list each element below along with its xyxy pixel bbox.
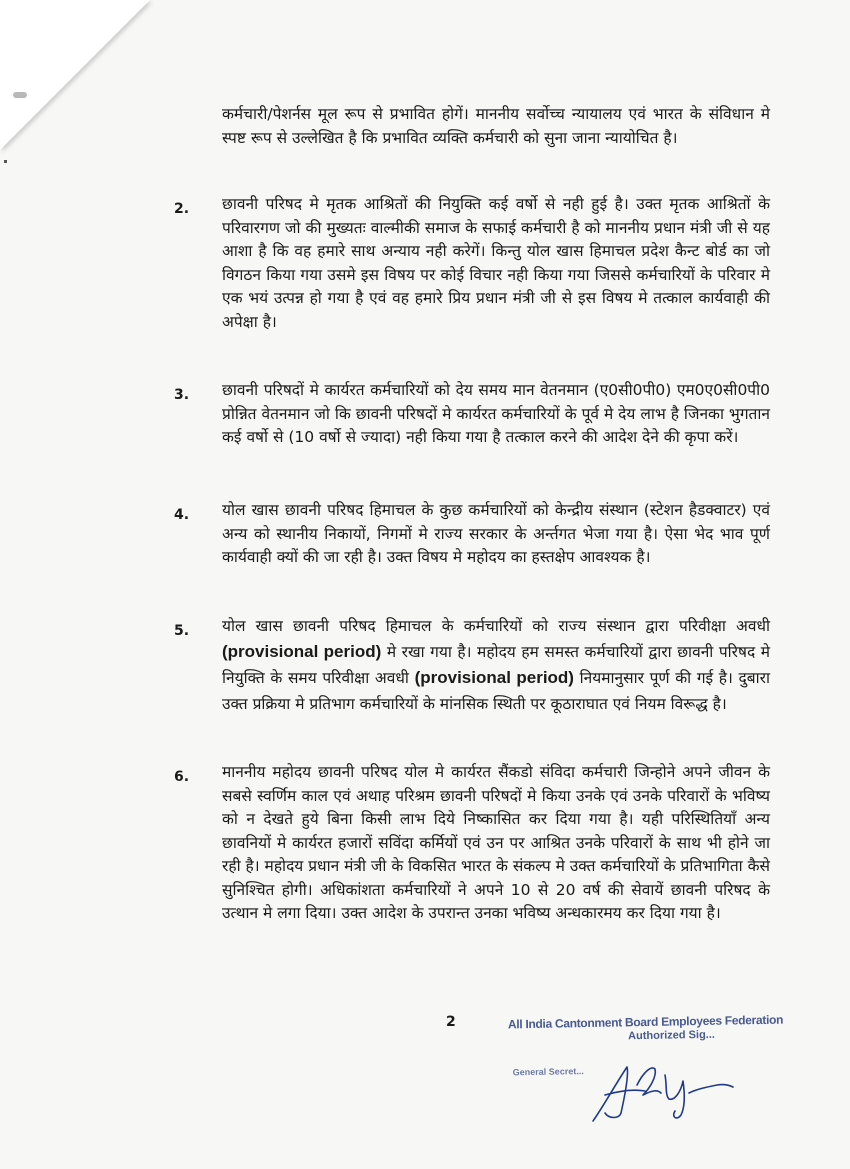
- item-4-paragraph: योल खास छावनी परिषद हिमाचल के कुछ कर्मचारियों को केन्द्रीय संस्थान (स्टेशन हैडक्वाटर) एवं अन्य को स्थानीय निकायों, निगमों मे राज्य सरकार के अर्न्तगत भेजा गया है। ऐसा भेद भाव पूर्ण कार्यवाही क्यों की जा रही है। उक्त विषय मे महोदय का हस्तक्षेप आवश्यक है।: [222, 501, 770, 566]
- item-5-paragraph: [222, 613, 770, 717]
- provisional-period-term: (provisional period): [222, 642, 382, 661]
- item-5-text-b: मे रखा गया है। महोदय हम समस्त कर्मचारियों द्वारा छावनी परिषद मे नियुक्ति के समय परिवीक्षा अवधी: [222, 643, 770, 687]
- item-number: 2.: [174, 201, 190, 217]
- item-3-paragraph: छावनी परिषदों मे कार्यरत कर्मचारियों को देय समय मान वेतनमान (ए0सी0पी0) एम0ए0सी0पी0 प्रोन्नित वेतनमान जो कि छावनी परिषदों मे कार्यरत कर्मचारियों के पूर्व मे देय लाभ है जिनका भुगतान कई वर्षो से (10 वर्षो से ज्यादा) नही किया गया है तत्काल करने की आदेश देने की कृपा करें।: [222, 381, 770, 446]
- item-number: 5.: [174, 623, 190, 639]
- handwritten-signature: [585, 1055, 735, 1125]
- punch-mark: [13, 92, 27, 98]
- provisional-period-term: (provisional period): [414, 668, 574, 687]
- folded-corner: [0, 0, 150, 150]
- item-5-text-c: नियमानुसार पूर्ण की गई है। दुबारा उक्त प्रक्रिया मे प्रतिभाग कर्मचारियों के मांनसिक स्थिती पर कूठाराघात एवं नियम विरूद्ध है।: [222, 669, 771, 713]
- item-number: 3.: [174, 387, 190, 403]
- stamp-authorized: Authorized Sig...: [628, 1028, 716, 1043]
- item-number: 4.: [174, 507, 190, 523]
- item-5-text-a: योल खास छावनी परिषद हिमाचल के कर्मचारियों को राज्य संस्थान द्वारा परिवीक्षा अवधी: [222, 617, 770, 635]
- stamp-title: General Secret...: [512, 1066, 584, 1078]
- margin-mark: [4, 160, 7, 163]
- continuation-paragraph: कर्मचारी/पेशर्नस मूल रूप से प्रभावित होगें। माननीय सर्वोच्च न्यायालय एवं भारत के संविधान मे स्पष्ट रूप से उल्लेखित है कि प्रभावित व्यक्ति कर्मचारी को सुना जाना न्यायोचित है।: [222, 105, 770, 147]
- stamp-organization: All India Cantonment Board Employees Federation: [507, 1012, 784, 1032]
- item-6-paragraph: माननीय महोदय छावनी परिषद योल मे कार्यरत सैंकडो संविदा कर्मचारी जिन्होने अपने जीवन के सबसे स्वर्णिम काल एवं अथाह परिश्रम छावनी परिषदों मे किया उनके एवं उनके परिवारों के भविष्य को न देखते हुये बिना किसी लाभ दिये निष्कासित कर दिया गया है। यही परिस्थितियॉं अन्य छावनियों मे कार्यरत हजारों सविंदा कर्मियों एवं उन पर आश्रित उनके परिवारों के साथ भी होने जा रही है। महोदय प्रधान मंत्री जी के विकसित भारत के संकल्प मे उक्त कर्मचारियों के प्रतिभागिता कैसे सुनिश्चित होगी। अधिकांशता कर्मचारियों ने अपने 10 से 20 वर्ष की सेवायें छावनी परिषद के उत्थान मे लगा दिया। उक्त आदेश के उपरान्त उनका भविष्य अन्धकारमय कर दिया गया है।: [222, 763, 770, 922]
- item-number: 6.: [174, 769, 190, 785]
- item-2-paragraph: छावनी परिषद मे मृतक आश्रितों की नियुक्ति कई वर्षो से नही हुई है। उक्त मृतक आश्रितों के परिवारगण जो की मुख्यतः वाल्मीकी समाज के सफाई कर्मचारी है को माननीय प्रधान मंत्री जी से यह आशा है कि वह हमारे साथ अन्याय नही करेगें। किन्तु योल खास हिमाचल प्रदेश कैन्ट बोर्ड का जो विगठन किया गया उसमे इस विषय पर कोई विचार नही किया गया जिससे कर्मचारियों के परिवार मे एक भयं उत्पन्न हो गया है एवं वह हमारे प्रिय प्रधान मंत्री जी से इस विषय मे तत्काल कार्यवाही की अपेक्षा है।: [222, 195, 770, 331]
- federation-stamp: [507, 1012, 784, 1078]
- page-number: 2: [446, 1014, 456, 1030]
